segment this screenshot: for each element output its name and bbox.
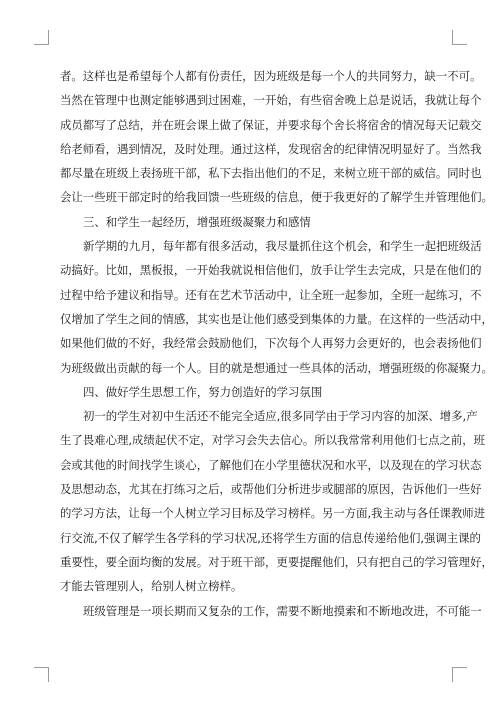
text-line: 都尽量在班级上表扬班干部，私下去指出他们的不足，来树立班干部的威信。同时也 bbox=[60, 166, 482, 181]
text-line: 为班级做出贡献的每一个人。目的就是想通过一些具体的活动，增强班级的你凝聚力。 bbox=[60, 360, 493, 375]
text-line: 给老师看，遇到情况，及时处理。通过这样，发现宿舍的纪律情况明显好了。当然我 bbox=[60, 141, 482, 156]
text-line: 如果他们做的不好，我经常会鼓励他们，下次每个人再努力会更好的，也会表扬他们 bbox=[60, 336, 482, 351]
text-line: 动搞好。比如，黑板报，一开始我就说相信他们，放手让学生去完成，只是在他们的 bbox=[60, 263, 482, 278]
text-line: 会或其他的时间找学生谈心，了解他们在小学里德状况和水平，以及现在的学习状态 bbox=[60, 457, 482, 472]
text-line: 成员都写了总结，并在班会课上做了保证，并要求每个舍长将宿舍的情况每天记载交 bbox=[60, 117, 482, 132]
text-line: 当然在管理中也测定能够遇到过困难，一开始，有些宿舍晚上总是说话，我就让每个 bbox=[60, 93, 482, 108]
crop-mark-top-left bbox=[34, 30, 49, 45]
text-line: 会让一些班干部定时的给我回馈一些班级的信息，便于我更好的了解学生并管理他们。 bbox=[60, 190, 493, 205]
text-line: 的学习方法，让每一个人树立学习目标及学习榜样。另一方面,我主动与各任课教师进 bbox=[60, 506, 486, 521]
crop-mark-top-right bbox=[452, 30, 467, 45]
crop-mark-bottom-left bbox=[34, 667, 49, 682]
text-line: 新学期的九月，每年都有很多活动，我尽量抓住这个机会，和学生一起把班级活 bbox=[83, 239, 482, 254]
text-line: 重要性，要全面均衡的发展。对于班干部，更要提醒他们，只有把自己的学习管理好， bbox=[60, 554, 493, 569]
text-line: 仅增加了学生之间的情感，其实也是让他们感受到集体的力量。在这样的一些活动中， bbox=[60, 311, 493, 326]
text-line: 行交流,不仅了解学生各学科的学习状况,还将学生方面的信息传递给他们,强调主课的 bbox=[60, 530, 481, 545]
text-line: 才能去管理别人，给别人树立榜样。 bbox=[60, 579, 243, 594]
document-body bbox=[60, 64, 493, 623]
text-line: 者。这样也是希望每个人都有份责任，因为班级是每一个人的共同努力，缺一不可。 bbox=[60, 69, 482, 83]
text-line: 初一的学生对初中生活还不能完全适应,很多同学由于学习内容的加深、增多,产 bbox=[83, 409, 478, 424]
section-heading: 三、和学生一起经历，增强班级凝聚力和感情 bbox=[83, 214, 311, 229]
text-line: 班级管理是一项长期而又复杂的工作，需要不断地摸索和不断地改进，不可能一 bbox=[83, 603, 482, 618]
text-line: 生了畏难心理,成绩起伏不定，对学习会失去信心。所以我常常利用他们七点之前，班 bbox=[60, 433, 486, 448]
crop-mark-bottom-right bbox=[452, 667, 467, 682]
text-line: 及思想动态，尤其在打练习之后，或帮他们分析进步或腿部的原因，告诉他们一些好 bbox=[60, 482, 482, 497]
text-line: 过程中给予建议和指导。还有在艺术节活动中，让全班一起参加，全班一起练习，不 bbox=[60, 287, 482, 302]
section-heading: 四、做好学生思想工作，努力创造好的学习氛围 bbox=[83, 384, 323, 399]
